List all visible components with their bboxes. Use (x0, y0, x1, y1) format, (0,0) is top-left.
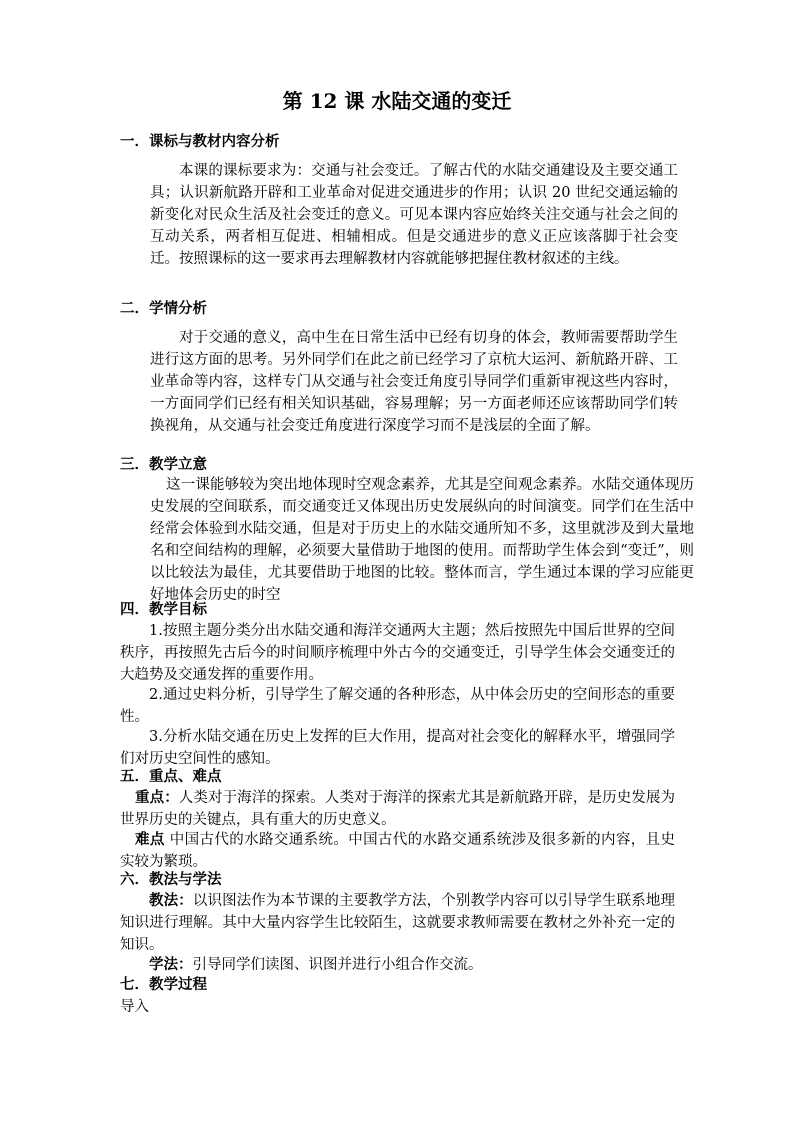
key-point-paragraph (120, 787, 675, 831)
difficulty-text: 中国古代的水路交通系统。中国古代的水路交通系统涉及很多新的内容，且史实较为繁琐。 (120, 832, 676, 870)
section-1-paragraph: 本课的课标要求为：交通与社会变迁。了解古代的水陆交通建设及主要交通工具；认识新航路开辟和工业革命对促进交通进步的作用；认识 20 世纪交通运输的新变化对民众生活及社会变迁的意义。可见本课内容应始终关注交通与社会之间的互动关系，两者相互促进、相辅相成。但是交通进步的意义正应该落脚于社会变迁。按照课标的这一要求再去理解教材内容就能够把握住教材叙述的主线。 (150, 163, 678, 267)
section-heading-2: 二．学情分析 (120, 300, 207, 317)
learning-method-label: 学法： (149, 956, 193, 973)
section-heading-3: 三．教学立意 (120, 456, 207, 473)
difficulty-label: 难点 (135, 831, 165, 848)
section-2-paragraph: 对于交通的意义，高中生在日常生活中已经有切身的体会，教师需要帮助学生进行这方面的思考。另外同学们在此之前已经学习了京杭大运河、新航路开辟、工业革命等内容，这样专门从交通与社会变迁角度引导同学们重新审视这些内容时，一方面同学们已经有相关知识基础，容易理解；另一方面老师还应该帮助同学们转换视角，从交通与社会变迁角度进行深度学习而不是浅层的全面了解。 (150, 330, 678, 434)
section-3-paragraph: 这一课能够较为突出地体现时空观念素养，尤其是空间观念素养。水陆交通体现历史发展的空间联系，而交通变迁又体现出历史发展纵向的时间演变。同学们在生活中经常会体验到水陆交通，但是对于历史上的水陆交通所知不多，这里就涉及到大量地名和空间结构的理解，必须要大量借助于地图的使用。而帮助学生体会到“变迁”，则以比较法为最佳，尤其要借助于地图的比较。整体而言，学生通过本课的学习应能更好地体会历史的时空 (150, 477, 694, 603)
key-point-label: 重点： (135, 789, 179, 806)
learning-method-paragraph (120, 954, 675, 976)
subsection-intro: 导入 (120, 999, 149, 1015)
section-heading-4: 四．教学目标 (120, 601, 207, 618)
section-heading-7: 七．教学过程 (120, 976, 207, 993)
section-heading-1: 一．课标与教材内容分析 (120, 133, 280, 150)
section-heading-6: 六．教法与学法 (120, 871, 222, 888)
goal-item-3: 3.分析水陆交通在历史上发挥的巨大作用，提高对社会变化的解释水平，增强同学们对历史空间性的感知。 (120, 729, 675, 767)
teaching-method-label: 教法： (149, 892, 193, 909)
teaching-method-paragraph (120, 890, 675, 956)
goal-item-1: 1.按照主题分类分出水陆交通和海洋交通两大主题；然后按照先中国后世界的空间秩序，再按照先古后今的时间顺序梳理中外古今的交通变迁，引导学生体会交通变迁的大趋势及交通发挥的重要作用。 (120, 623, 675, 683)
section-heading-5: 五．重点、难点 (120, 768, 222, 785)
difficulty-paragraph (120, 829, 675, 873)
teaching-method-text: 以识图法作为本节课的主要教学方法，个别教学内容可以引导学生联系地理知识进行理解。其中大量内容学生比较陌生，这就要求教师需要在教材之外补充一定的知识。 (120, 893, 675, 953)
goal-item-2: 2.通过史料分析，引导学生了解交通的各种形态，从中体会历史的空间形态的重要性。 (120, 687, 675, 725)
page-title: 第 12 课 水陆交通的变迁 (282, 89, 512, 113)
learning-method-text: 引导同学们读图、识图并进行小组合作交流。 (192, 957, 483, 973)
key-point-text: 人类对于海洋的探索。人类对于海洋的探索尤其是新航路开辟，是历史发展为世界历史的关键点，具有重大的历史意义。 (120, 790, 676, 828)
